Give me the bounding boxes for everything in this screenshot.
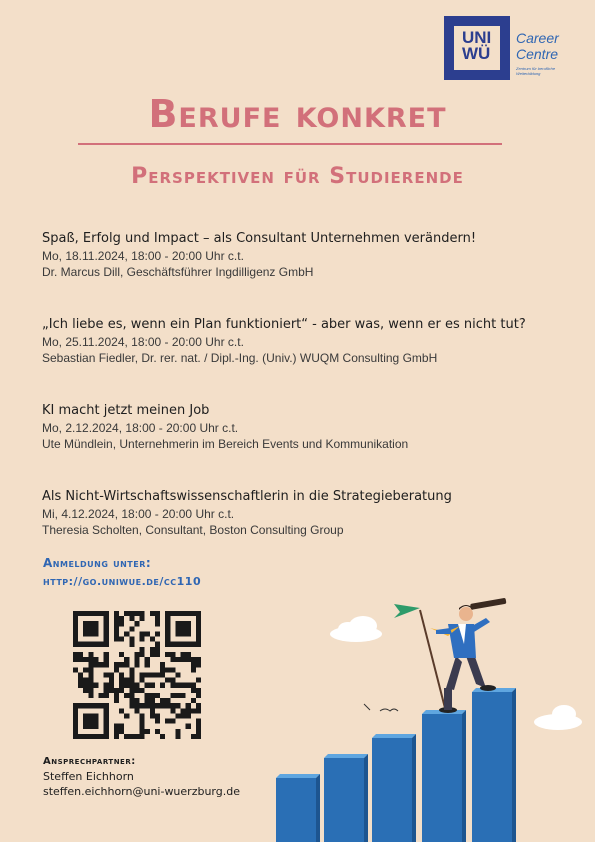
event-date: Mo, 18.11.2024, 18:00 - 20:00 Uhr c.t. <box>42 249 244 263</box>
logo-uni-text: UNI WÜ <box>462 28 492 63</box>
event-2 <box>42 316 562 366</box>
event-title: Spaß, Erfolg und Impact – als Consultant Unternehmen verändern! <box>42 231 477 246</box>
event-title: „Ich liebe es, wenn ein Plan funktioniert“ - aber was, wenn er es nicht tut? <box>42 317 526 332</box>
event-speaker: Dr. Marcus Dill, Geschäftsführer Ingdilligenz GmbH <box>42 265 314 279</box>
registration-link[interactable]: http://go.uniwue.de/cc110 <box>43 575 202 588</box>
logo-career-centre-text: Career Centre <box>516 30 559 62</box>
qr-code-icon <box>73 611 201 739</box>
event-speaker: Theresia Scholten, Consultant, Boston Consulting Group <box>42 523 344 537</box>
event-title: Als Nicht-Wirtschaftswissenschaftlerin in die Strategieberatung <box>42 489 452 504</box>
event-speaker: Ute Mündlein, Unternehmerin im Bereich Events und Kommunikation <box>42 437 409 451</box>
man-with-telescope-illustration <box>260 596 595 842</box>
event-title: KI macht jetzt meinen Job <box>42 403 210 418</box>
cloud-icon <box>330 616 382 642</box>
contact-label: Ansprechpartner: <box>43 756 136 767</box>
event-speaker: Sebastian Fiedler, Dr. rer. nat. / Dipl.-Ing. (Univ.) WUQM Consulting GmbH <box>42 351 438 365</box>
event-date: Mo, 2.12.2024, 18:00 - 20:00 Uhr c.t. <box>42 421 239 435</box>
contact-email[interactable]: steffen.eichhorn@uni-wuerzburg.de <box>43 785 240 798</box>
registration-label: Anmeldung unter: <box>43 556 152 570</box>
event-4 <box>42 488 562 538</box>
event-date: Mo, 25.11.2024, 18:00 - 20:00 Uhr c.t. <box>42 335 244 349</box>
cloud-icon <box>534 705 582 730</box>
logo-small-text: Zentrum für berufliche Weiterbildung <box>516 66 556 76</box>
bar-chart-steps <box>276 688 516 842</box>
page-subtitle: Perspektiven für Studierende <box>131 164 464 189</box>
page-title: Berufe konkret <box>148 92 447 136</box>
contact-block <box>43 754 240 799</box>
contact-name: Steffen Eichhorn <box>43 770 134 783</box>
event-3 <box>42 402 562 452</box>
event-1 <box>42 230 562 280</box>
title-underline <box>78 143 502 145</box>
uni-career-centre-logo <box>444 16 574 82</box>
event-date: Mi, 4.12.2024, 18:00 - 20:00 Uhr c.t. <box>42 507 235 521</box>
